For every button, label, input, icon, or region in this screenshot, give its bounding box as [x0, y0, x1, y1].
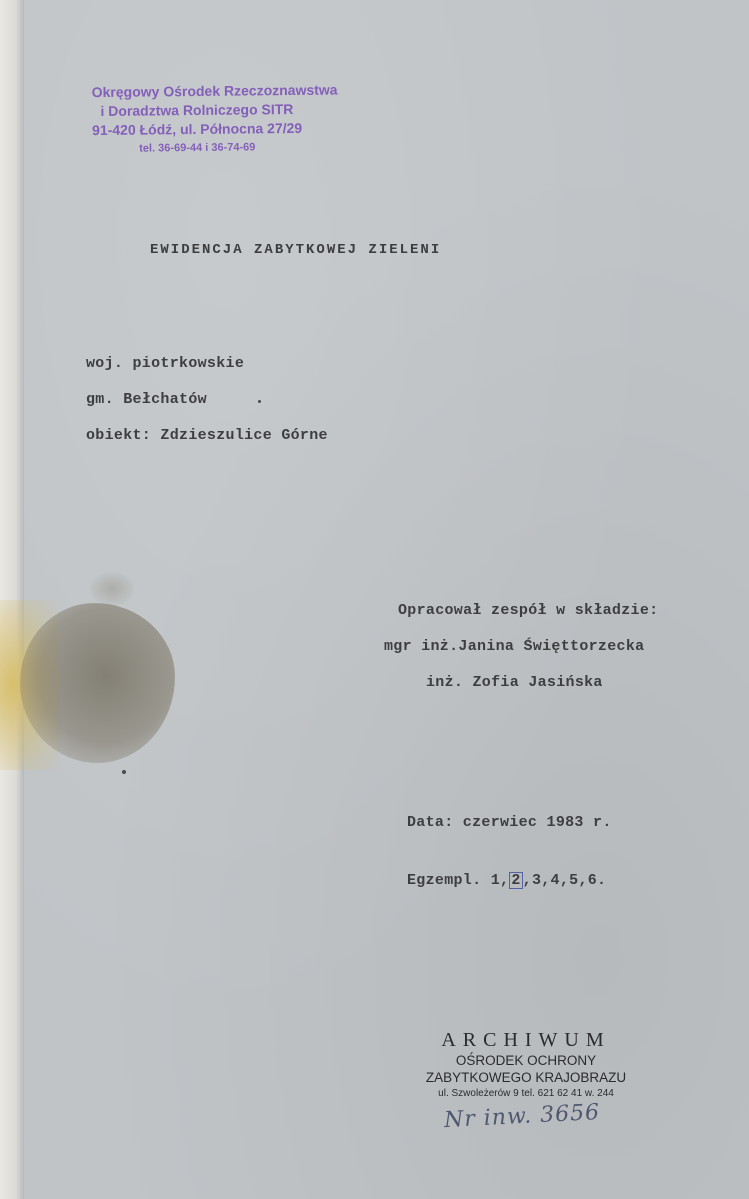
copies-line	[407, 872, 606, 889]
copies-prefix: Egzempl. 1,	[407, 872, 510, 889]
stamp-line-4: tel. 36-69-44 i 36-74-69	[139, 141, 256, 155]
archive-stamp-line-3: ZABYTKOWEGO KRAJOBRAZU	[425, 1070, 627, 1085]
stamp-line-2: i Doradztwa Rolniczego SITR	[100, 100, 294, 120]
archive-stamp-line-4: ul. Szwoleżerów 9 tel. 621 62 41 w. 244	[438, 1088, 614, 1099]
speck	[258, 400, 261, 403]
document-title: EWIDENCJA ZABYTKOWEJ ZIELENI	[150, 242, 442, 258]
copies-boxed-number: 2	[511, 872, 521, 889]
team-member-2: inż. Zofia Jasińska	[426, 674, 603, 691]
brown-stain	[20, 603, 175, 763]
voivodeship-line: woj. piotrkowskie	[86, 355, 245, 372]
team-heading: Opracował zespół w składzie:	[398, 602, 659, 619]
inventory-number-handwritten: Nr inw. 3656	[443, 1099, 601, 1134]
commune-line: gm. Bełchatów	[86, 391, 207, 408]
speck	[122, 770, 126, 774]
archive-stamp-line-1: ARCHIWUM	[441, 1029, 611, 1051]
copies-suffix: ,3,4,5,6.	[522, 872, 607, 889]
institution-stamp	[91, 81, 338, 159]
stamp-line-1: Okręgowy Ośrodek Rzeczoznawstwa	[91, 81, 338, 101]
date-line: Data: czerwiec 1983 r.	[407, 814, 612, 831]
object-line: obiekt: Zdzieszulice Górne	[86, 427, 328, 444]
archive-stamp-line-2: OŚRODEK OCHRONY	[455, 1053, 597, 1068]
stamp-line-3: 91-420 Łódź, ul. Północna 27/29	[92, 119, 303, 139]
archive-stamp	[410, 1028, 642, 1102]
small-stain	[90, 572, 134, 606]
team-member-1: mgr inż.Janina Święttorzecka	[384, 638, 645, 655]
